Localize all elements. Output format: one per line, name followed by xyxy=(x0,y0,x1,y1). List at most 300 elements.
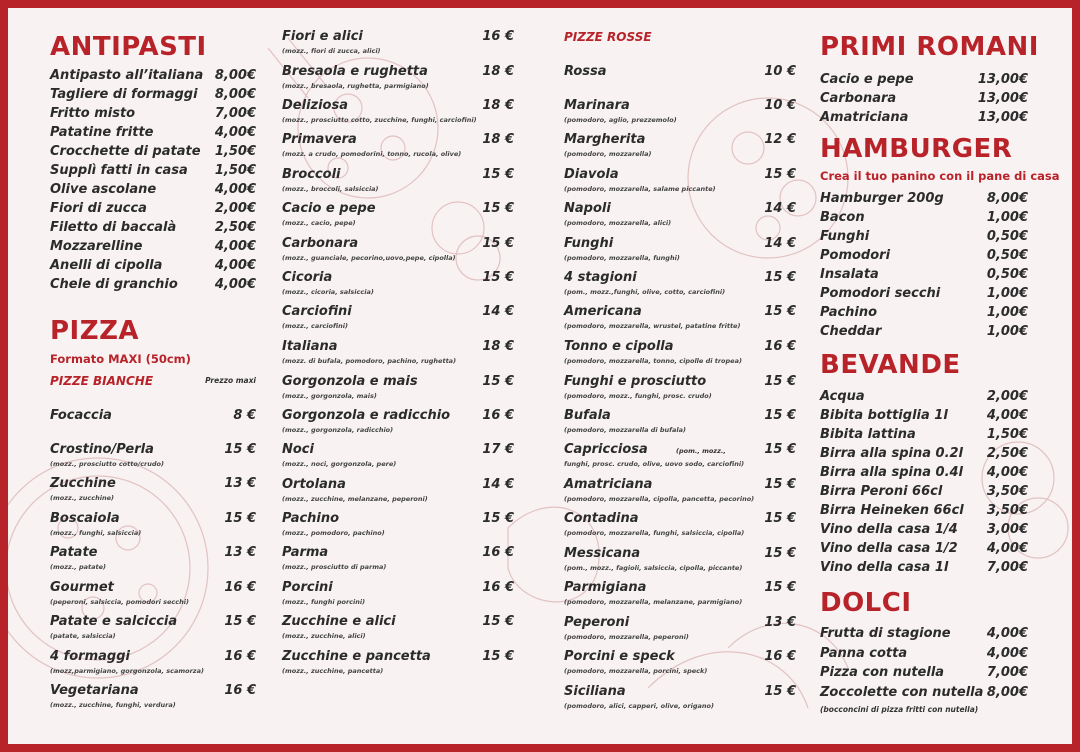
menu-item-name: Pomodori secchi xyxy=(820,286,941,301)
menu-item-price: 2,00€ xyxy=(214,201,256,216)
menu-item-row xyxy=(820,522,1028,542)
pizza-name: Messicana xyxy=(564,546,641,561)
pizza-item-row xyxy=(564,546,796,576)
pizza-item-row xyxy=(50,614,256,644)
pizza-ingredients: (mozz., prosciutto cotto, zucchine, funghi, carciofini) xyxy=(282,116,477,124)
pizza-price: 18 € xyxy=(482,64,514,79)
menu-item-price: 4,00€ xyxy=(986,626,1028,641)
pizza-price: 15 € xyxy=(764,442,796,457)
pizza-name: Gorgonzola e mais xyxy=(282,374,418,389)
pizza-item-row xyxy=(564,201,796,231)
pizza-ingredients: (pomodoro, mozz., funghi, prosc. crudo) xyxy=(564,392,712,400)
menu-item-name: Funghi xyxy=(820,229,870,244)
pizza-ingredients: (mozz., funghi, salsiccia) xyxy=(50,529,142,537)
menu-item-name: Cheddar xyxy=(820,324,882,339)
pizza-name: 4 formaggi xyxy=(50,649,130,664)
menu-item-price: 7,00€ xyxy=(986,665,1028,680)
pizza-ingredients: (pomodoro, mozzarella, funghi) xyxy=(564,254,680,262)
menu-item-row xyxy=(820,305,1028,325)
pizza-item-row xyxy=(282,614,514,644)
pizza-price: 15 € xyxy=(224,511,256,526)
pizza-price: 16 € xyxy=(482,545,514,560)
menu-item-price: 1,50€ xyxy=(214,144,256,159)
menu-item-name: Olive ascolane xyxy=(50,182,157,197)
menu-item-price: 4,00€ xyxy=(214,125,256,140)
menu-item-name: Pomodori xyxy=(820,248,891,263)
pizza-name: Marinara xyxy=(564,98,630,113)
menu-item-price: 0,50€ xyxy=(986,267,1028,282)
pizza-name: Patate xyxy=(50,545,98,560)
pizza-price: 15 € xyxy=(764,511,796,526)
pizza-price: 18 € xyxy=(482,339,514,354)
pizza-price: 14 € xyxy=(482,304,514,319)
menu-item-price: 3,50€ xyxy=(986,503,1028,518)
pizza-price: 18 € xyxy=(482,132,514,147)
bevande-title: BEVANDE xyxy=(820,350,961,380)
menu-item-price: 1,50€ xyxy=(214,163,256,178)
pizza-ingredients: (mozz., broccoli, salsiccia) xyxy=(282,185,379,193)
pizza-ingredients: (mozz., prosciutto di parma) xyxy=(282,563,387,571)
pizza-item-row xyxy=(50,649,256,679)
menu-item-price: 1,00€ xyxy=(986,305,1028,320)
pizza-price: 15 € xyxy=(482,167,514,182)
menu-item-row xyxy=(50,277,256,297)
menu-item-row xyxy=(820,91,1028,111)
pizza-name: Margherita xyxy=(564,132,646,147)
pizza-ingredients: (mozz., zucchine, pancetta) xyxy=(282,667,384,675)
menu-item-name: Carbonara xyxy=(820,91,897,106)
pizza-item-row xyxy=(282,408,514,438)
pizza-price: 13 € xyxy=(764,615,796,630)
pizza-item-row xyxy=(282,270,514,300)
pizza-ingredients: (pomodoro, mozzarella, melanzane, parmigiano) xyxy=(564,598,743,606)
antipasti-title: ANTIPASTI xyxy=(50,32,207,62)
pizza-item-row xyxy=(564,684,796,714)
pizza-ingredients: (mozz., funghi porcini) xyxy=(282,598,366,606)
pizza-ingredients: (pomodoro, aglio, prezzemolo) xyxy=(564,116,677,124)
menu-item-name: Patatine fritte xyxy=(50,125,154,140)
pizza-ingredients: (mozz,parmigiano, gorgonzola, scamorza) xyxy=(50,667,204,675)
pizza-name: Amatriciana xyxy=(564,477,653,492)
menu-item-price: 8,00€ xyxy=(214,68,256,83)
pizze-bianche-heading: PIZZE BIANCHE xyxy=(50,374,154,388)
menu-item-row xyxy=(820,484,1028,504)
pizza-ingredients: (mozz., zucchine) xyxy=(50,494,114,502)
pizza-ingredients: (pomodoro, mozzarella, wrustel, patatine fritte) xyxy=(564,322,741,330)
pizza-ingredients: (mozz., zucchine, melanzane, peperoni) xyxy=(282,495,428,503)
menu-item-row xyxy=(820,267,1028,287)
menu-item-price: 8,00€ xyxy=(986,191,1028,206)
pizza-ingredients: funghi, prosc. crudo, olive, uovo sodo, carciofini) xyxy=(564,460,745,468)
menu-item-row xyxy=(50,106,256,126)
pizza-price: 16 € xyxy=(482,408,514,423)
pizza-item-row xyxy=(50,545,256,575)
menu-item-price: 4,00€ xyxy=(986,645,1028,661)
menu-item-row xyxy=(50,239,256,259)
pizza-item-row xyxy=(564,511,796,541)
pizza-item-row xyxy=(282,339,514,369)
menu-item-row xyxy=(820,210,1028,230)
pizza-name: Carciofini xyxy=(282,304,352,319)
pizza-name: Crostino/Perla xyxy=(50,442,154,457)
pizza-ingredients: (pomodoro, mozzarella, porcini, speck) xyxy=(564,667,708,675)
pizza-price: 16 € xyxy=(224,649,256,664)
menu-item-row xyxy=(820,286,1028,306)
pizza-price: 18 € xyxy=(482,98,514,113)
pizza-item-row xyxy=(564,408,796,438)
menu-item-row xyxy=(50,144,256,164)
menu-item-row xyxy=(820,248,1028,268)
pizza-ingredients: (mozz., gorgonzola, radicchio) xyxy=(282,426,394,434)
pizza-price: 8 € xyxy=(233,408,256,423)
menu-item-name: Birra alla spina 0.4l xyxy=(820,465,964,480)
menu-item-name: Chele di granchio xyxy=(50,277,178,292)
pizza-item-row xyxy=(282,29,514,59)
menu-item-price: 4,00€ xyxy=(986,408,1028,423)
pizza-name: Zucchine xyxy=(50,476,116,491)
menu-item-name: Zoccolette con nutella xyxy=(820,684,984,700)
pizza-item-row xyxy=(282,580,514,610)
menu-item-name: Hamburger 200g xyxy=(820,191,944,206)
menu-item-name: Cacio e pepe xyxy=(820,72,914,87)
pizza-price: 15 € xyxy=(764,304,796,319)
pizza-ingredients: (pomodoro, mozzarella, alici) xyxy=(564,219,672,227)
pizza-ingredients: (mozz., guanciale, pecorino,uovo,pepe, cipolla) xyxy=(282,254,456,262)
pizza-ingredients: (mozz., noci, gorgonzola, pere) xyxy=(282,460,397,468)
menu-item-price: 2,00€ xyxy=(986,389,1028,404)
pizza-name: Porcini xyxy=(282,580,333,595)
menu-item-row xyxy=(820,646,1028,666)
menu-page xyxy=(8,8,1072,744)
menu-item-name: Filetto di baccalà xyxy=(50,220,177,235)
menu-item-row xyxy=(820,560,1028,580)
menu-item-row xyxy=(50,201,256,221)
pizza-ingredients: (pomodoro, mozzarella, funghi, salsiccia, cipolla) xyxy=(564,529,745,537)
pizza-item-row xyxy=(282,167,514,197)
pizza-price: 15 € xyxy=(482,511,514,526)
primi-romani-title: PRIMI ROMANI xyxy=(820,32,1039,62)
menu-item-row xyxy=(820,541,1028,561)
pizza-item-row xyxy=(564,132,796,162)
pizza-price: 13 € xyxy=(224,476,256,491)
pizza-item-row xyxy=(564,615,796,645)
pizza-ingredients: (pomodoro, mozzarella) xyxy=(564,150,652,158)
menu-item-price: 4,00€ xyxy=(986,465,1028,480)
pizza-item-row xyxy=(564,580,796,610)
pizza-name: Siciliana xyxy=(564,684,626,699)
menu-item-price: 2,50€ xyxy=(986,446,1028,461)
pizza-item-row xyxy=(50,580,256,610)
pizza-ingredients: (pom., mozz., fagioli, salsiccia, cipolla, piccante) xyxy=(564,564,743,572)
pizza-name: 4 stagioni xyxy=(564,270,637,285)
pizza-name: Carbonara xyxy=(282,236,359,251)
menu-item-price: 13,00€ xyxy=(977,110,1028,125)
pizza-price: 15 € xyxy=(764,374,796,389)
menu-item-row xyxy=(820,72,1028,92)
pizza-item-row xyxy=(282,201,514,231)
pizza-item-row xyxy=(282,374,514,404)
pizza-name: Zucchine e alici xyxy=(282,614,396,629)
pizza-price: 14 € xyxy=(482,477,514,492)
menu-item-name: Fiori di zucca xyxy=(50,201,147,216)
pizza-item-row xyxy=(50,442,256,472)
pizza-item-row xyxy=(564,442,796,472)
menu-item-name: Crocchette di patate xyxy=(50,144,201,159)
pizza-format-subtitle: Formato MAXI (50cm) xyxy=(50,352,191,366)
prezzo-maxi-label: Prezzo maxi xyxy=(205,376,256,385)
pizza-name: Italiana xyxy=(282,339,338,354)
pizza-ingredients: (mozz., gorgonzola, mais) xyxy=(282,392,377,400)
menu-item-price: 3,50€ xyxy=(986,484,1028,499)
pizza-item-row xyxy=(282,64,514,94)
pizza-item-row xyxy=(282,98,514,128)
pizza-ingredients: (mozz., zucchine, alici) xyxy=(282,632,366,640)
menu-item-price: 1,00€ xyxy=(986,210,1028,225)
pizza-ingredients: (pomodoro, alici, capperi, olive, origano) xyxy=(564,702,714,710)
pizza-price: 15 € xyxy=(764,546,796,561)
pizza-item-row xyxy=(282,511,514,541)
pizza-ingredients: (pomodoro, mozzarella di bufala) xyxy=(564,426,686,434)
pizza-price: 15 € xyxy=(764,270,796,285)
menu-item-row xyxy=(820,191,1028,211)
pizza-item-row xyxy=(282,477,514,507)
menu-item-name: Pachino xyxy=(820,305,878,320)
menu-item-name: Vino della casa 1/4 xyxy=(820,522,958,537)
pizza-item-row xyxy=(564,167,796,197)
menu-item-row xyxy=(50,163,256,183)
pizza-ingredients: (mozz., pomodoro, pachino) xyxy=(282,529,385,537)
pizza-ingredients: (mozz. a crudo, pomodorini, tonno, rucola, olive) xyxy=(282,150,462,158)
pizza-price: 10 € xyxy=(764,64,796,79)
pizza-name: Diavola xyxy=(564,167,619,182)
menu-item-name: Birra Heineken 66cl xyxy=(820,503,964,518)
pizza-item-row xyxy=(50,408,256,438)
menu-item-price: 1,50€ xyxy=(986,427,1028,442)
pizza-price: 15 € xyxy=(764,477,796,492)
pizza-name: Deliziosa xyxy=(282,98,348,113)
pizza-price: 16 € xyxy=(224,683,256,698)
menu-item-name: Pizza con nutella xyxy=(820,665,945,680)
pizza-item-row xyxy=(50,476,256,506)
pizza-ingredients: (pomodoro, mozzarella, salame piccante) xyxy=(564,185,716,193)
pizza-name: Fiori e alici xyxy=(282,29,363,44)
menu-item-name: Frutta di stagione xyxy=(820,626,951,641)
menu-item-name: Vino della casa 1/2 xyxy=(820,541,958,556)
pizza-title: PIZZA xyxy=(50,316,140,346)
pizza-ingredients: (mozz., cacio, pepe) xyxy=(282,219,356,227)
menu-item-row xyxy=(50,68,256,88)
pizza-name: Patate e salciccia xyxy=(50,614,178,629)
pizza-name: Vegetariana xyxy=(50,683,139,698)
menu-item-row xyxy=(50,87,256,107)
menu-item-row xyxy=(50,258,256,278)
pizza-ingredients: (mozz., cicoria, salsiccia) xyxy=(282,288,374,296)
menu-item-name: Mozzarelline xyxy=(50,239,143,254)
menu-item-name: Birra Peroni 66cl xyxy=(820,484,943,499)
pizza-name: Tonno e cipolla xyxy=(564,339,674,354)
pizza-item-row xyxy=(564,64,796,94)
pizza-name: Contadina xyxy=(564,511,639,526)
pizza-item-row xyxy=(282,442,514,472)
pizza-price: 10 € xyxy=(764,98,796,113)
pizza-price: 15 € xyxy=(482,270,514,285)
menu-item-row xyxy=(820,685,1028,705)
hamburger-subtitle: Crea il tuo panino con il pane di casa xyxy=(820,169,1060,183)
pizza-name: Peperoni xyxy=(564,615,630,630)
pizza-price: 16 € xyxy=(482,580,514,595)
pizza-name: Primavera xyxy=(282,132,357,147)
pizze-rosse-heading: PIZZE ROSSE xyxy=(564,30,652,44)
pizza-price: 15 € xyxy=(764,580,796,595)
menu-item-name: Supplì fatti in casa xyxy=(50,163,188,178)
menu-item-name: Bibita bottiglia 1l xyxy=(820,408,948,423)
menu-item-row xyxy=(820,389,1028,409)
menu-item-name: Fritto misto xyxy=(50,106,136,121)
menu-item-price: 13,00€ xyxy=(977,91,1028,106)
menu-item-price: 2,50€ xyxy=(214,220,256,235)
pizza-item-row xyxy=(282,304,514,334)
pizza-item-row xyxy=(50,683,256,713)
menu-item-row xyxy=(820,324,1028,344)
pizza-price: 15 € xyxy=(224,442,256,457)
menu-item-price: 0,50€ xyxy=(986,248,1028,263)
menu-item-price: 7,00€ xyxy=(986,560,1028,575)
menu-item-name: Tagliere di formaggi xyxy=(50,87,198,102)
menu-item-row xyxy=(50,220,256,240)
menu-item-price: 7,00€ xyxy=(214,106,256,121)
pizza-ingredients: (patate, salsiccia) xyxy=(50,632,116,640)
menu-item-row xyxy=(820,110,1028,130)
menu-item-price: 4,00€ xyxy=(214,277,256,292)
pizza-name: Cicoria xyxy=(282,270,333,285)
menu-item-price: 4,00€ xyxy=(214,258,256,273)
pizza-price: 12 € xyxy=(764,132,796,147)
pizza-price: 16 € xyxy=(224,580,256,595)
menu-item-row xyxy=(820,665,1028,685)
pizza-ingredients: (peperoni, salsiccia, pomodori secchi) xyxy=(50,598,189,606)
menu-item-row xyxy=(820,408,1028,428)
pizza-name-note: (pom., mozz., xyxy=(676,447,726,455)
pizza-ingredients: (mozz., bresaola, rughetta, parmigiano) xyxy=(282,82,429,90)
menu-item-price: 1,00€ xyxy=(986,286,1028,301)
pizza-item-row xyxy=(564,98,796,128)
menu-item-row xyxy=(820,465,1028,485)
pizza-ingredients: (pomodoro, mozzarella, peperoni) xyxy=(564,633,689,641)
pizza-price: 15 € xyxy=(482,649,514,664)
pizza-item-row xyxy=(564,374,796,404)
pizza-price: 15 € xyxy=(482,614,514,629)
menu-item-name: Insalata xyxy=(820,267,879,282)
pizza-price: 17 € xyxy=(482,442,514,457)
pizza-name: Rossa xyxy=(564,64,607,79)
pizza-name: Bufala xyxy=(564,408,611,423)
pizza-name: Zucchine e pancetta xyxy=(282,649,431,664)
menu-item-price: 8,00€ xyxy=(214,87,256,102)
pizza-name: Americana xyxy=(564,304,642,319)
pizza-name: Ortolana xyxy=(282,477,346,492)
pizza-item-row xyxy=(282,132,514,162)
pizza-ingredients: (pomodoro, mozzarella, tonno, cipolle di tropea) xyxy=(564,357,742,365)
menu-item-name: Panna cotta xyxy=(820,645,908,661)
menu-item-price: 0,50€ xyxy=(986,229,1028,244)
menu-item-row xyxy=(820,427,1028,447)
menu-item-price: 3,00€ xyxy=(986,522,1028,537)
pizza-ingredients: (mozz., prosciutto cotto/crudo) xyxy=(50,460,164,468)
pizza-name: Gourmet xyxy=(50,580,114,595)
pizza-price: 16 € xyxy=(482,29,514,44)
menu-item-name: Acqua xyxy=(820,389,865,404)
pizza-name: Focaccia xyxy=(50,408,112,423)
pizza-item-row xyxy=(564,477,796,507)
pizza-item-row xyxy=(564,649,796,679)
menu-item-row xyxy=(50,182,256,202)
pizza-price: 15 € xyxy=(764,408,796,423)
menu-item-name: Bibita lattina xyxy=(820,427,916,442)
menu-item-row xyxy=(50,125,256,145)
pizza-name: Funghi xyxy=(564,236,614,251)
pizza-ingredients: (mozz. di bufala, pomodoro, pachino, rughetta) xyxy=(282,357,457,365)
menu-item-name: Vino della casa 1l xyxy=(820,560,949,575)
pizza-name: Funghi e prosciutto xyxy=(564,374,707,389)
pizza-price: 15 € xyxy=(482,201,514,216)
menu-item-price: 8,00€ xyxy=(986,684,1028,700)
pizza-price: 15 € xyxy=(482,374,514,389)
menu-item-name: Amatriciana xyxy=(820,110,909,125)
menu-item-price: 4,00€ xyxy=(214,182,256,197)
pizza-item-row xyxy=(282,545,514,575)
pizza-name: Parmigiana xyxy=(564,580,647,595)
menu-item-name: Bacon xyxy=(820,210,865,225)
menu-item-name: Birra alla spina 0.2l xyxy=(820,446,964,461)
pizza-item-row xyxy=(564,270,796,300)
pizza-price: 14 € xyxy=(764,201,796,216)
pizza-ingredients: (pom., mozz.,funghi, olive, cotto, carciofini) xyxy=(564,288,726,296)
pizza-name: Pachino xyxy=(282,511,340,526)
pizza-name: Noci xyxy=(282,442,314,457)
pizza-item-row xyxy=(564,236,796,266)
menu-item-row xyxy=(820,626,1028,646)
pizza-name: Cacio e pepe xyxy=(282,201,376,216)
pizza-price: 16 € xyxy=(764,339,796,354)
hamburger-title: HAMBURGER xyxy=(820,134,1013,164)
menu-item-row xyxy=(820,229,1028,249)
menu-item-row xyxy=(820,503,1028,523)
dolci-note: (bocconcini di pizza fritti con nutella) xyxy=(820,705,979,714)
pizza-ingredients: (pomodoro, mozzarella, cipolla, pancetta, pecorino) xyxy=(564,495,755,503)
pizza-ingredients: (mozz., fiori di zucca, alici) xyxy=(282,47,381,55)
pizza-item-row xyxy=(282,649,514,679)
pizza-ingredients: (mozz., patate) xyxy=(50,563,106,571)
pizza-name: Gorgonzola e radicchio xyxy=(282,408,451,423)
menu-item-price: 4,00€ xyxy=(214,239,256,254)
pizza-item-row xyxy=(50,511,256,541)
menu-item-price: 4,00€ xyxy=(986,541,1028,556)
pizza-name: Broccoli xyxy=(282,167,341,182)
pizza-name: Parma xyxy=(282,545,329,560)
menu-item-name: Antipasto all’italiana xyxy=(50,68,204,83)
pizza-price: 15 € xyxy=(764,167,796,182)
pizza-item-row xyxy=(564,339,796,369)
pizza-name: Capricciosa xyxy=(564,442,648,457)
menu-item-price: 1,00€ xyxy=(986,324,1028,339)
pizza-ingredients: (mozz., carciofini) xyxy=(282,322,348,330)
pizza-price: 15 € xyxy=(482,236,514,251)
pizza-name: Porcini e speck xyxy=(564,649,675,664)
pizza-name: Boscaiola xyxy=(50,511,120,526)
pizza-price: 16 € xyxy=(764,649,796,664)
menu-item-row xyxy=(820,446,1028,466)
pizza-price: 13 € xyxy=(224,545,256,560)
